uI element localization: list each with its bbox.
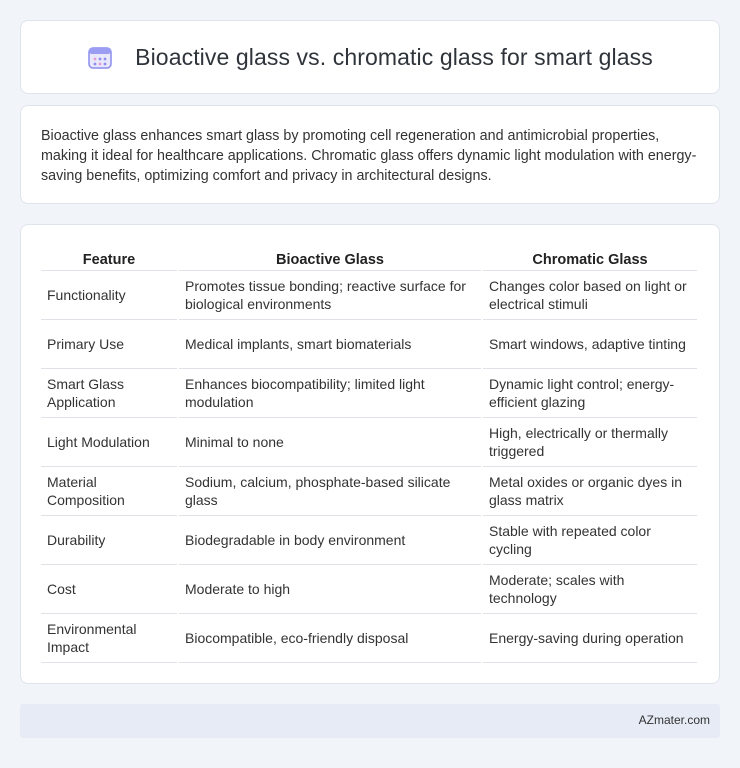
table-row bbox=[41, 565, 697, 614]
feature-cell: Smart Glass Application bbox=[41, 369, 177, 418]
table-row bbox=[41, 369, 697, 418]
calendar-icon bbox=[87, 44, 113, 70]
bioactive-cell: Minimal to none bbox=[179, 418, 481, 467]
table-row bbox=[41, 467, 697, 516]
chromatic-cell: Smart windows, adaptive tinting bbox=[483, 320, 697, 369]
feature-cell: Functionality bbox=[41, 271, 177, 320]
column-header-chromatic: Chromatic Glass bbox=[483, 245, 697, 271]
table-row bbox=[41, 614, 697, 663]
feature-cell: Environmental Impact bbox=[41, 614, 177, 663]
feature-cell: Durability bbox=[41, 516, 177, 565]
bioactive-cell: Moderate to high bbox=[179, 565, 481, 614]
chromatic-cell: Moderate; scales with technology bbox=[483, 565, 697, 614]
chromatic-cell: High, electrically or thermally triggered bbox=[483, 418, 697, 467]
summary-text: Bioactive glass enhances smart glass by promoting cell regeneration and antimicrobial properties, making it ideal for healthcare applications. Chromatic glass offers dynamic light modulation with energy-saving benefits, optimizing comfort and privacy in architectural designs. bbox=[41, 128, 697, 184]
chromatic-cell: Metal oxides or organic dyes in glass matrix bbox=[483, 467, 697, 516]
feature-cell: Primary Use bbox=[41, 320, 177, 369]
bioactive-cell: Enhances biocompatibility; limited light modulation bbox=[179, 369, 481, 418]
footer-site-name: AZmater.com bbox=[638, 713, 710, 727]
table-header-row bbox=[41, 245, 697, 271]
page-title: Bioactive glass vs. chromatic glass for smart glass bbox=[135, 43, 653, 70]
table-row bbox=[41, 271, 697, 320]
bioactive-cell: Promotes tissue bonding; reactive surface for biological environments bbox=[179, 271, 481, 320]
chromatic-cell: Changes color based on light or electrical stimuli bbox=[483, 271, 697, 320]
bioactive-cell: Sodium, calcium, phosphate-based silicate glass bbox=[179, 467, 481, 516]
column-header-feature: Feature bbox=[41, 245, 177, 271]
table-row bbox=[41, 516, 697, 565]
chromatic-cell: Energy-saving during operation bbox=[483, 614, 697, 663]
summary-card bbox=[20, 105, 720, 204]
table-row bbox=[41, 418, 697, 467]
comparison-table bbox=[39, 245, 699, 663]
column-header-bioactive: Bioactive Glass bbox=[179, 245, 481, 271]
chromatic-cell: Stable with repeated color cycling bbox=[483, 516, 697, 565]
comparison-card bbox=[20, 224, 720, 684]
chromatic-cell: Dynamic light control; energy-efficient glazing bbox=[483, 369, 697, 418]
feature-cell: Cost bbox=[41, 565, 177, 614]
bioactive-cell: Biodegradable in body environment bbox=[179, 516, 481, 565]
bioactive-cell: Biocompatible, eco-friendly disposal bbox=[179, 614, 481, 663]
feature-cell: Material Composition bbox=[41, 467, 177, 516]
feature-cell: Light Modulation bbox=[41, 418, 177, 467]
footer-bar bbox=[20, 704, 720, 738]
table-row bbox=[41, 320, 697, 369]
bioactive-cell: Medical implants, smart biomaterials bbox=[179, 320, 481, 369]
title-card bbox=[20, 20, 720, 94]
